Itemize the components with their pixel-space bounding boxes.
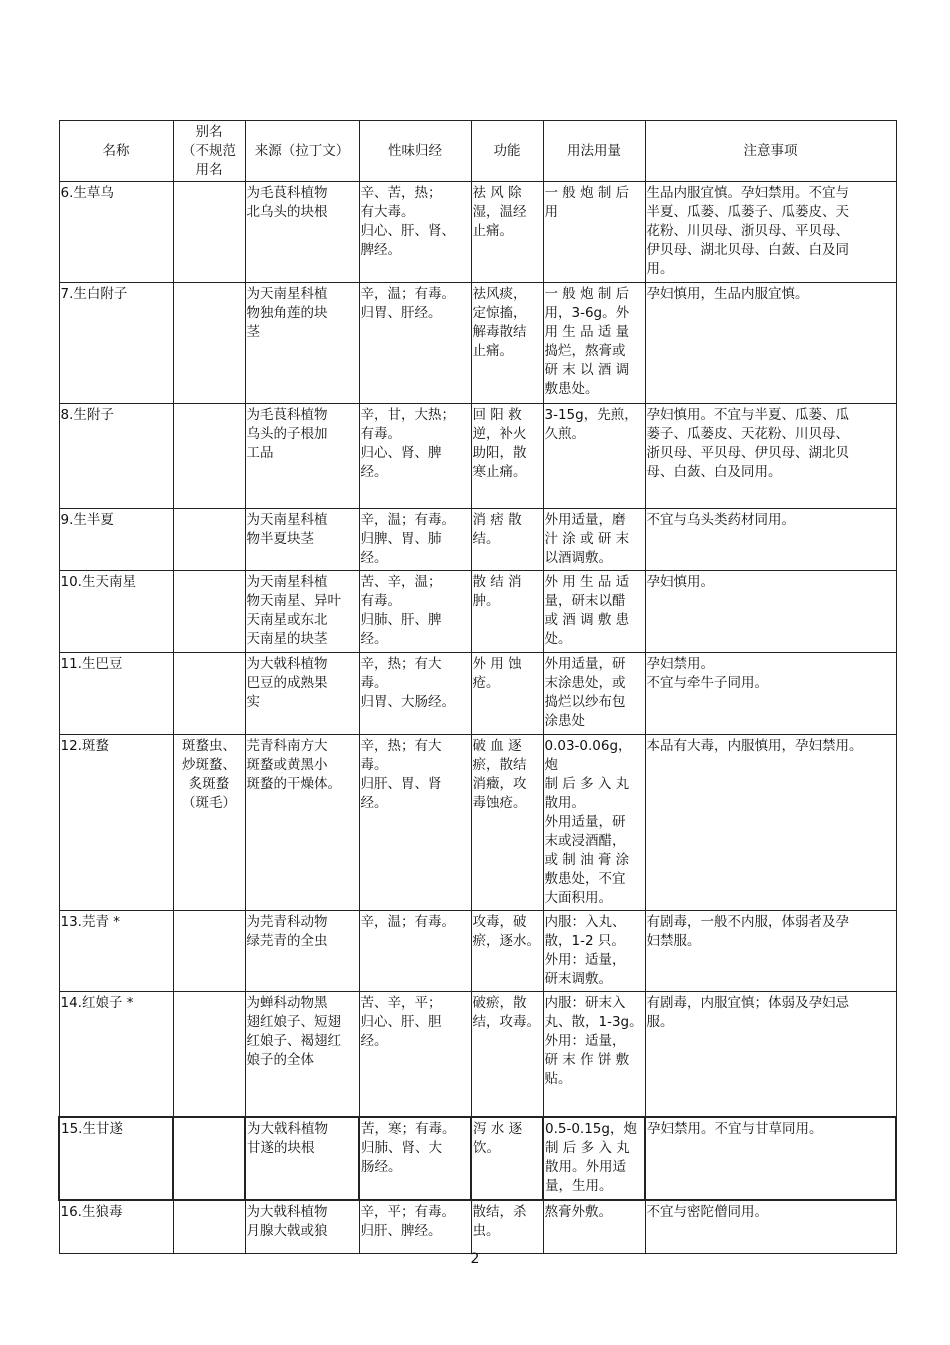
- cell-name: 9.生半夏: [59, 509, 173, 571]
- table-row: [59, 992, 896, 1117]
- cell-source: 为芫青科动物 绿芫青的全虫: [245, 911, 359, 992]
- cell-name: 15.生甘遂: [59, 1117, 173, 1200]
- cell-usage: 外用适量，磨 汁 涂 或 研 末 以酒调敷。: [543, 509, 645, 571]
- cell-alias: [173, 1117, 245, 1200]
- cell-alias: [173, 992, 245, 1117]
- cell-notes: 孕妇禁用。不宜与甘草同用。: [645, 1117, 896, 1200]
- cell-usage: 一 般 炮 制 后 用，3-6g。外 用 生 品 适 量 捣烂，熬膏或 研 末 以 酒 调 敷患处。: [543, 283, 645, 404]
- cell-source: 为蝉科动物黑 翅红娘子、短翅 红娘子、褐翅红 娘子的全体: [245, 992, 359, 1117]
- header-name: 名称: [59, 121, 173, 182]
- table-row: [59, 509, 896, 571]
- cell-source: 为毛茛科植物 北乌头的块根: [245, 182, 359, 283]
- cell-notes: 不宜与密陀僧同用。: [645, 1200, 896, 1254]
- cell-function: 回 阳 救 逆，补火 助阳，散 寒止痛。: [471, 404, 543, 509]
- cell-source: 为毛茛科植物 乌头的子根加 工品: [245, 404, 359, 509]
- cell-alias: [173, 571, 245, 653]
- cell-name: 7.生白附子: [59, 283, 173, 404]
- cell-notes: 不宜与乌头类药材同用。: [645, 509, 896, 571]
- herb-table: [58, 120, 897, 1254]
- cell-usage: 一 般 炮 制 后 用: [543, 182, 645, 283]
- cell-alias: 斑蝥虫、 炒斑蝥、 炙斑蝥 （斑毛）: [173, 735, 245, 911]
- cell-nature: 苦、辛，平； 归心、肝、胆 经。: [359, 992, 471, 1117]
- cell-nature: 辛，热；有大 毒。 归肝、胃、肾 经。: [359, 735, 471, 911]
- cell-name: 8.生附子: [59, 404, 173, 509]
- cell-notes: 有剧毒，内服宜慎；体弱及孕妇忌 服。: [645, 992, 896, 1117]
- cell-name: 16.生狼毒: [59, 1200, 173, 1254]
- cell-alias: [173, 653, 245, 735]
- table-row: [59, 1200, 896, 1254]
- cell-source: 为大戟科植物 甘遂的块根: [245, 1117, 359, 1200]
- cell-name: 10.生天南星: [59, 571, 173, 653]
- header-usage: 用法用量: [543, 121, 645, 182]
- table-header-row: [59, 121, 896, 182]
- cell-source: 为大戟科植物 巴豆的成熟果 实: [245, 653, 359, 735]
- cell-alias: [173, 182, 245, 283]
- cell-function: 外 用 蚀 疮。: [471, 653, 543, 735]
- cell-usage: 内服：入丸、 散，1-2 只。 外用：适量， 研末调敷。: [543, 911, 645, 992]
- header-alias: 别名 （不规范 用名: [173, 121, 245, 182]
- cell-name: 13.芫青 *: [59, 911, 173, 992]
- cell-nature: 苦、辛，温； 有毒。 归肺、肝、脾 经。: [359, 571, 471, 653]
- cell-nature: 辛，温；有毒。 归脾、胃、肺 经。: [359, 509, 471, 571]
- cell-function: 泻 水 逐 饮。: [471, 1117, 543, 1200]
- cell-usage: 3-15g，先煎， 久煎。: [543, 404, 645, 509]
- cell-notes: 孕妇慎用。不宜与半夏、瓜蒌、瓜 蒌子、瓜蒌皮、天花粉、川贝母、 浙贝母、平贝母、伊贝母、湖北贝 母、白蔹、白及同用。: [645, 404, 896, 509]
- cell-function: 祛 风 除 湿，温经 止痛。: [471, 182, 543, 283]
- cell-source: 为天南星科植 物天南星、异叶 天南星或东北 天南星的块茎: [245, 571, 359, 653]
- cell-alias: [173, 404, 245, 509]
- cell-function: 攻毒，破 瘀，逐水。: [471, 911, 543, 992]
- table-row: [59, 571, 896, 653]
- cell-alias: [173, 1200, 245, 1254]
- header-source: 来源（拉丁文）: [245, 121, 359, 182]
- cell-usage: 内服：研末入 丸、散，1-3g。 外用：适量， 研 末 作 饼 敷 贴。: [543, 992, 645, 1117]
- cell-usage: 外用适量，研 末涂患处，或 捣烂以纱布包 涂患处: [543, 653, 645, 735]
- cell-alias: [173, 911, 245, 992]
- cell-function: 祛风痰， 定惊搐， 解毒散结 止痛。: [471, 283, 543, 404]
- cell-source: 为天南星科植 物独角莲的块 茎: [245, 283, 359, 404]
- cell-usage: 0.03-0.06g，炮 制 后 多 入 丸 散用。 外用适量，研 末或浸酒醋， 或 制 油 膏 涂 敷患处，不宜 大面积用。: [543, 735, 645, 911]
- cell-nature: 辛，热；有大 毒。 归胃、大肠经。: [359, 653, 471, 735]
- cell-notes: 生品内服宜慎。孕妇禁用。不宜与 半夏、瓜蒌、瓜蒌子、瓜蒌皮、天 花粉、川贝母、浙贝母、平贝母、 伊贝母、湖北贝母、白蔹、白及同 用。: [645, 182, 896, 283]
- cell-name: 11.生巴豆: [59, 653, 173, 735]
- cell-function: 散 结 消 肿。: [471, 571, 543, 653]
- cell-nature: 辛，甘，大热； 有毒。 归心、肾、脾 经。: [359, 404, 471, 509]
- cell-name: 6.生草乌: [59, 182, 173, 283]
- cell-usage: 外 用 生 品 适 量，研末以醋 或 酒 调 敷 患 处。: [543, 571, 645, 653]
- cell-notes: 孕妇慎用。: [645, 571, 896, 653]
- table-row: [59, 182, 896, 283]
- cell-usage: 0.5-0.15g，炮 制 后 多 入 丸 散用。外用适 量，生用。: [543, 1117, 645, 1200]
- cell-alias: [173, 509, 245, 571]
- header-notes: 注意事项: [645, 121, 896, 182]
- table-row: [59, 911, 896, 992]
- cell-nature: 辛，平；有毒。 归肝、脾经。: [359, 1200, 471, 1254]
- table-row: [59, 404, 896, 509]
- cell-usage: 熬膏外敷。: [543, 1200, 645, 1254]
- table-row: [59, 1117, 896, 1200]
- cell-name: 12.斑蝥: [59, 735, 173, 911]
- cell-notes: 孕妇禁用。 不宜与牵牛子同用。: [645, 653, 896, 735]
- table-row: [59, 283, 896, 404]
- cell-nature: 辛、苦，热； 有大毒。 归心、肝、肾、 脾经。: [359, 182, 471, 283]
- table-row: [59, 735, 896, 911]
- cell-notes: 有剧毒，一般不内服，体弱者及孕 妇禁服。: [645, 911, 896, 992]
- header-function: 功能: [471, 121, 543, 182]
- cell-nature: 苦，寒；有毒。 归肺、肾、大 肠经。: [359, 1117, 471, 1200]
- header-nature: 性味归经: [359, 121, 471, 182]
- cell-nature: 辛，温；有毒。: [359, 911, 471, 992]
- page-number: 2: [470, 1251, 480, 1267]
- cell-source: 为天南星科植 物半夏块茎: [245, 509, 359, 571]
- cell-source: 芫青科南方大 斑蝥或黄黑小 斑蝥的干燥体。: [245, 735, 359, 911]
- table-row: [59, 653, 896, 735]
- cell-function: 消 痞 散 结。: [471, 509, 543, 571]
- cell-notes: 本品有大毒，内服慎用，孕妇禁用。: [645, 735, 896, 911]
- cell-source: 为大戟科植物 月腺大戟或狼: [245, 1200, 359, 1254]
- cell-function: 散结，杀 虫。: [471, 1200, 543, 1254]
- cell-function: 破 血 逐 瘀，散结 消癥，攻 毒蚀疮。: [471, 735, 543, 911]
- cell-function: 破瘀，散 结，攻毒。: [471, 992, 543, 1117]
- cell-nature: 辛，温；有毒。 归胃、肝经。: [359, 283, 471, 404]
- cell-name: 14.红娘子 *: [59, 992, 173, 1117]
- cell-notes: 孕妇慎用，生品内服宜慎。: [645, 283, 896, 404]
- cell-alias: [173, 283, 245, 404]
